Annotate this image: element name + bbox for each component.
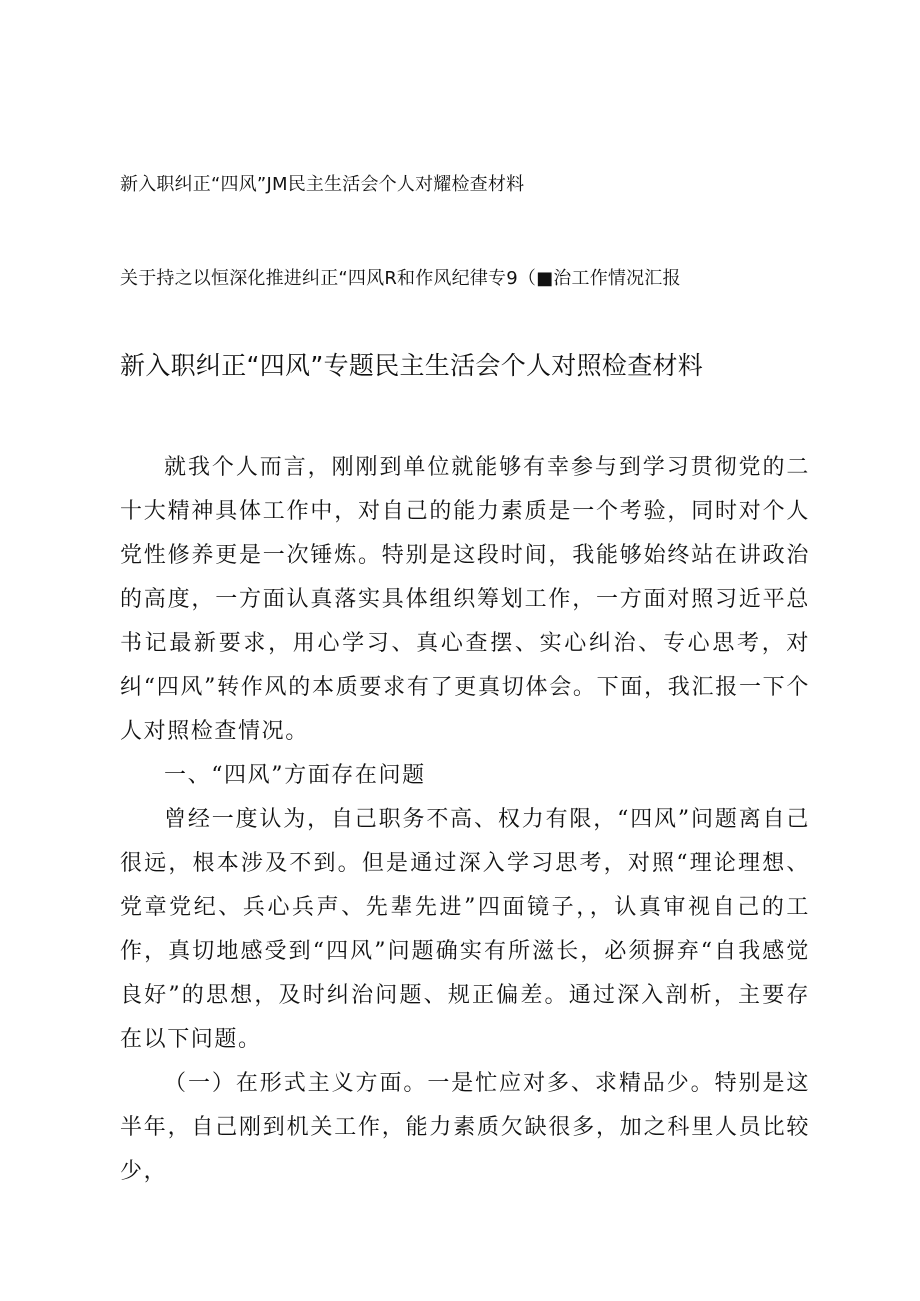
paragraph-formalism: （一）在形式主义方面。一是忙应对多、求精品少。特别是这半年，自己刚到机关工作，能力素质欠缺很多，加之科里人员比较少， [120,1071,810,1184]
document-body [120,446,810,1194]
paragraph-intro: 就我个人而言，刚刚到单位就能够有幸参与到学习贯彻党的二十大精神具体工作中，对自己的能力素质是一个考验，同时对个人党性修养更是一次锤炼。特别是这段时间，我能够始终站在讲政治的高度，一方面认真落实具体组织筹划工作，一方面对照习近平总书记最新要求，用心学习、真心查摆、实心纠治、专心思考，对纠“四风”转作风的本质要求有了更真切体会。下面，我汇报一下个人对照检查情况。 [120,455,810,744]
paragraph-problems: 曾经一度认为，自己职务不高、权力有限，“四风”问题离自己很远，根本涉及不到。但是通过深入学习思考，对照“理论理想、党章党纪、兵心兵声、先辈先进”四面镜子，，认真审视自己的工作，真切地感受到“四风”问题确实有所滋长，必须摒弃“自我感觉良好”的思想，及时纠治问题、规正偏差。通过深入剖析，主要存在以下问题。 [120,807,810,1052]
document-title: 新入职纠正“四风”专题民主生活会个人对照检查材料 [120,351,704,380]
section-heading: 一、“四风”方面存在问题 [164,763,426,788]
toc-line-1: 新入职纠正“四风”JM民主生活会个人对耀检查材料 [120,174,525,195]
toc-line-2: 关于持之以恒深化推进纠正“四风R和作风纪律专9（■治工作情况汇报 [120,268,681,289]
